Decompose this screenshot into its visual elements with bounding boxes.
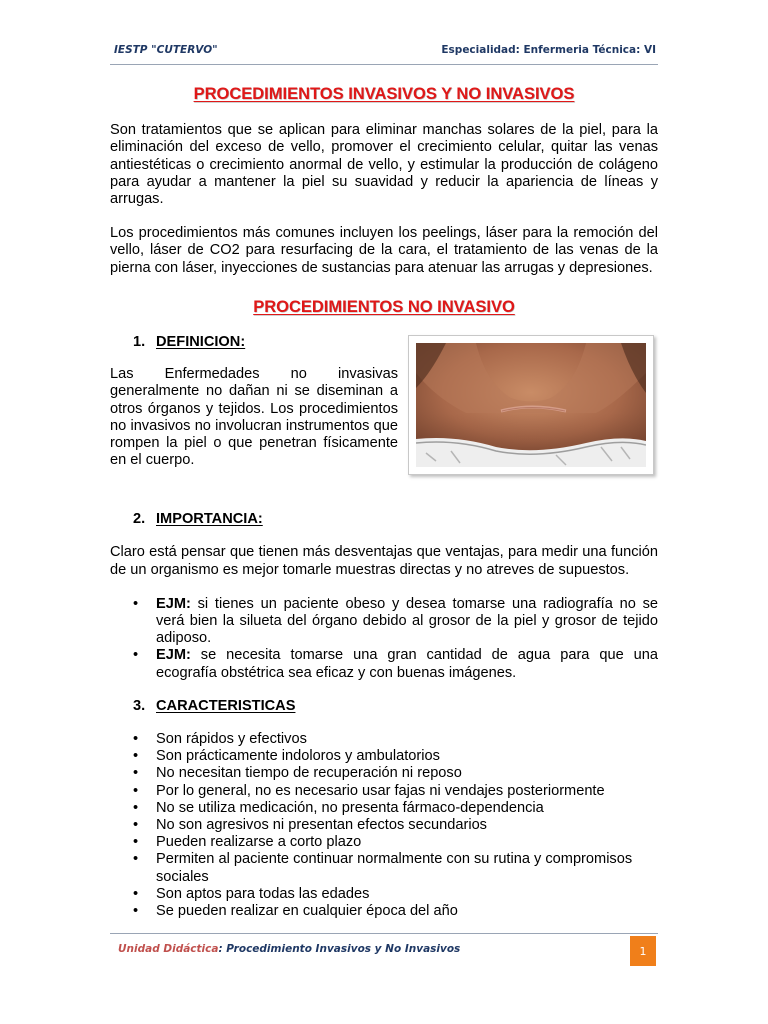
- list-item-text: Son rápidos y efectivos: [156, 731, 307, 748]
- bullet: •: [133, 647, 139, 664]
- list-item-text: Permiten al paciente continuar normalmente con su rutina y compromisos sociales: [156, 851, 633, 885]
- header-institution: IESTP "CUTERVO": [114, 44, 218, 56]
- footer-text: [118, 943, 460, 955]
- list-item-text: Por lo general, no es necesario usar fajas ni vendajes posteriormente: [156, 782, 605, 799]
- bullet: •: [133, 782, 139, 799]
- list-item: [110, 851, 658, 885]
- list-item-text: Son prácticamente indoloros y ambulatorios: [156, 748, 440, 765]
- heading-number: 2.: [133, 511, 146, 528]
- definicion-paragraph: Las Enfermedades no invasivas generalmente no dañan ni se diseminan a otros órganos y tejidos. Los procedimientos no invasivos no involucran instrumentos que rompen la piel o que penetran físicamente en el cuerpo.: [110, 366, 398, 469]
- page-footer: [110, 933, 658, 964]
- example-text: si tienes un paciente obeso y desea tomarse una radiografía no se verá bien la silueta del órgano debido al grosor de la piel y grosor de tejido adiposo.: [156, 595, 658, 647]
- list-item-text: Pueden realizarse a corto plazo: [156, 834, 362, 851]
- page-header: [110, 38, 658, 65]
- list-item: [110, 800, 658, 817]
- bullet: •: [133, 851, 139, 868]
- list-item-text: No se utiliza medicación, no presenta fármaco-dependencia: [156, 799, 544, 816]
- list-item: [110, 596, 658, 648]
- bullet: •: [133, 748, 139, 765]
- main-title: PROCEDIMIENTOS INVASIVOS Y NO INVASIVOS: [193, 85, 575, 103]
- list-item: [110, 783, 658, 800]
- list-item: [110, 748, 658, 765]
- list-item-text: Son aptos para todas las edades: [156, 885, 370, 902]
- page-number: 1: [630, 936, 656, 966]
- bullet: •: [133, 799, 139, 816]
- importancia-paragraph: Claro está pensar que tienen más desventajas que ventajas, para medir una función de un organismo es mejor tomarle muestras directas y no atreves de supuestos.: [110, 544, 658, 578]
- bullet: •: [133, 595, 139, 612]
- document-body: [110, 86, 658, 920]
- list-item: [110, 834, 658, 851]
- heading-text: DEFINICION:: [156, 334, 246, 351]
- footer-label: Unidad Didáctica: [118, 943, 219, 955]
- intro-paragraph-2: Los procedimientos más comunes incluyen los peelings, láser para la remoción del vello, láser de CO2 para resurfacing de la cara, el tratamiento de las venas de la pierna con láser, inyecciones de sustancias para atenuar las arrugas y depresiones.: [110, 225, 658, 276]
- section-title: PROCEDIMIENTOS NO INVASIVO: [253, 297, 515, 316]
- bullet: •: [133, 903, 139, 920]
- list-item: [110, 817, 658, 834]
- characteristics-list: [110, 731, 658, 920]
- bullet: •: [133, 817, 139, 834]
- bullet: •: [133, 765, 139, 782]
- bullet: •: [133, 731, 139, 748]
- heading-number: 3.: [133, 697, 146, 714]
- heading-text: CARACTERISTICAS: [156, 697, 296, 714]
- list-item: [110, 731, 658, 748]
- list-item: [110, 647, 658, 681]
- neck-scar-photo: [408, 335, 654, 475]
- list-item: [110, 765, 658, 782]
- list-item: [110, 903, 658, 920]
- bullet: •: [133, 834, 139, 851]
- heading-caracteristicas: [110, 698, 658, 715]
- footer-title: : Procedimiento Invasivos y No Invasivos: [218, 943, 461, 955]
- heading-importancia: [110, 511, 658, 528]
- heading-number: 1.: [133, 334, 146, 351]
- bullet: •: [133, 885, 139, 902]
- list-item-text: No necesitan tiempo de recuperación ni reposo: [156, 765, 462, 782]
- neck-scar-image: [416, 343, 646, 467]
- heading-text: IMPORTANCIA:: [156, 511, 263, 528]
- intro-paragraph-1: Son tratamientos que se aplican para eliminar manchas solares de la piel, para la eliminación del exceso de vello, promover el crecimiento celular, quitar las venas antiestéticas o crecimiento anormal de vello, y estimular la producción de colágeno para ayudar a mantener la piel su suavidad y reducir la apariencia de líneas y arrugas.: [110, 122, 658, 208]
- header-specialty: Especialidad: Enfermeria Técnica: VI: [441, 44, 656, 56]
- example-text: se necesita tomarse una gran cantidad de agua para que una ecografía obstétrica sea eficaz y con buenas imágenes.: [156, 647, 658, 681]
- example-label: EJM:: [156, 647, 191, 664]
- definicion-block: [110, 366, 658, 498]
- example-label: EJM:: [156, 595, 191, 612]
- list-item-text: Se pueden realizar en cualquier época del año: [156, 903, 458, 920]
- example-list: [110, 596, 658, 682]
- list-item-text: No son agresivos ni presentan efectos secundarios: [156, 817, 487, 834]
- list-item: [110, 886, 658, 903]
